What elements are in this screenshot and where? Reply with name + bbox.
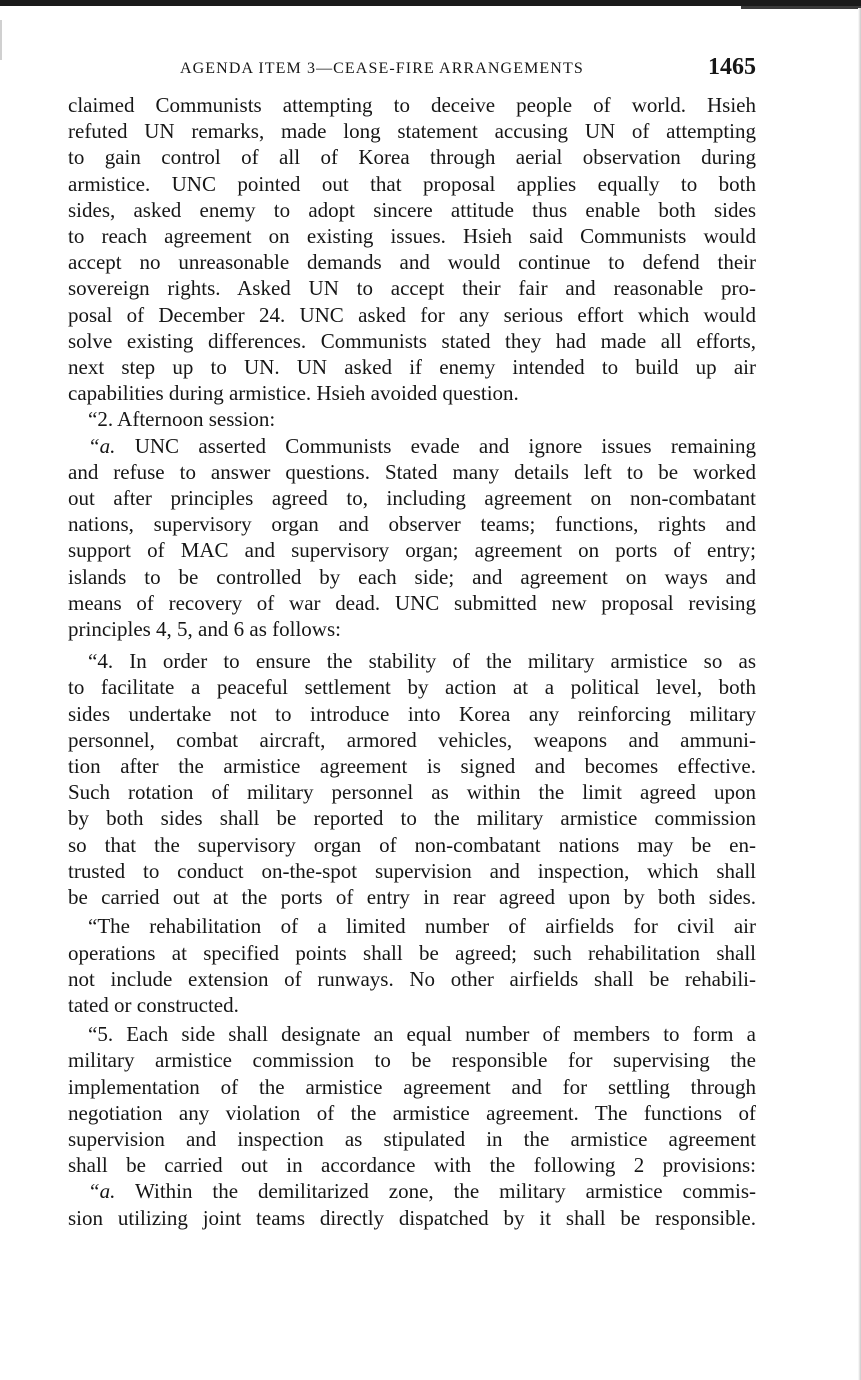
text-line: and refuse to answer questions. Stated many details left to be worked xyxy=(68,459,756,484)
text-line: “2. Afternoon session: xyxy=(88,407,276,432)
text-line: supervision and inspection as stipulated in the armistice agreement xyxy=(68,1126,756,1151)
paragraph-principle-4 xyxy=(68,648,756,910)
text-line: not include extension of runways. No other airfields shall be rehabili- xyxy=(68,966,756,991)
text-line: “4. In order to ensure the stability of the military armistice so as xyxy=(88,649,756,674)
text-line: to reach agreement on existing issues. Hsieh said Communists would xyxy=(68,224,756,249)
text-line: principles 4, 5, and 6 as follows: xyxy=(68,617,341,642)
text-line: operations at specified points shall be agreed; such rehabilitation shall xyxy=(68,940,756,965)
text-line: “The rehabilitation of a limited number of airfields for civil air xyxy=(88,914,756,939)
text-line: nations, supervisory organ and observer teams; functions, rights and xyxy=(68,512,756,537)
text-line: sides undertake not to introduce into Korea any reinforcing military xyxy=(68,701,756,726)
text-line: sovereign rights. Asked UN to accept their fair and reasonable pro- xyxy=(68,276,756,301)
text-line: capabilities during armistice. Hsieh avoided question. xyxy=(68,381,519,406)
running-header xyxy=(68,54,756,84)
text-line: be carried out at the ports of entry in rear agreed upon by both sides. xyxy=(68,885,756,910)
text-line: refuted UN remarks, made long statement accusing UN of attempting xyxy=(68,119,756,144)
text-line: accept no unreasonable demands and would continue to defend their xyxy=(68,250,756,275)
text-line: means of recovery of war dead. UNC submitted new proposal revising xyxy=(68,590,756,615)
left-edge-mark xyxy=(0,20,2,60)
body-text xyxy=(68,92,756,1231)
text-line: posal of December 24. UNC asked for any serious effort which would xyxy=(68,302,756,327)
text-line: next step up to UN. UN asked if enemy intended to build up air xyxy=(68,355,756,380)
top-border-shadow xyxy=(741,6,861,9)
text-line: personnel, combat aircraft, armored vehicles, weapons and ammuni- xyxy=(68,727,756,752)
text-line xyxy=(68,433,756,459)
text-line: sides, asked enemy to adopt sincere attitude thus enable both sides xyxy=(68,197,756,222)
paragraph-airfields xyxy=(68,913,756,1018)
text-line: shall be carried out in accordance with the following 2 provisions: xyxy=(68,1153,756,1178)
text-line: support of MAC and supervisory organ; agreement on ports of entry; xyxy=(68,538,756,563)
paragraph-unc-assertion xyxy=(68,433,756,643)
line-text: Within the demilitarized zone, the military armistice commis- xyxy=(115,1179,756,1204)
text-line: solve existing differences. Communists stated they had made all efforts, xyxy=(68,328,756,353)
text-line: military armistice commission to be responsible for supervising the xyxy=(68,1048,756,1073)
paragraph-demilitarized-zone xyxy=(68,1178,756,1230)
text-line: sion utilizing joint teams directly dispatched by it shall be responsible. xyxy=(68,1205,756,1230)
top-border-rule xyxy=(0,0,861,6)
text-line: to gain control of all of Korea through aerial observation during xyxy=(68,145,756,170)
text-line xyxy=(68,1178,756,1204)
text-line: negotiation any violation of the armistice agreement. The functions of xyxy=(68,1100,756,1125)
text-line: so that the supervisory organ of non-combatant nations may be en- xyxy=(68,832,756,857)
text-line: “5. Each side shall designate an equal number of members to form a xyxy=(88,1022,756,1047)
text-line: Such rotation of military personnel as within the limit agreed upon xyxy=(68,780,756,805)
text-line: tion after the armistice agreement is signed and becomes effective. xyxy=(68,754,756,779)
text-line: armistice. UNC pointed out that proposal applies equally to both xyxy=(68,171,756,196)
text-line: trusted to conduct on-the-spot supervision and inspection, which shall xyxy=(68,858,756,883)
text-line: tated or constructed. xyxy=(68,992,239,1017)
item-lead: “a. xyxy=(88,433,116,458)
page-number: 1465 xyxy=(708,54,756,80)
paragraph-hsieh-exchange xyxy=(68,92,756,406)
paragraph-principle-5 xyxy=(68,1021,756,1178)
running-title: AGENDA ITEM 3—CEASE-FIRE ARRANGEMENTS xyxy=(180,60,584,77)
text-line: implementation of the armistice agreement and for settling through xyxy=(68,1074,756,1099)
text-line: islands to be controlled by each side; and agreement on ways and xyxy=(68,564,756,589)
item-lead: “a. xyxy=(88,1179,116,1204)
text-line: claimed Communists attempting to deceive people of world. Hsieh xyxy=(68,93,756,117)
text-line: to facilitate a peaceful settlement by action at a political level, both xyxy=(68,675,756,700)
line-text: UNC asserted Communists evade and ignore issues remaining xyxy=(115,433,756,458)
document-page xyxy=(68,54,756,1231)
paragraph-afternoon-session xyxy=(68,406,756,432)
text-line: by both sides shall be reported to the military armistice commission xyxy=(68,806,756,831)
text-line: out after principles agreed to, including agreement on non-combatant xyxy=(68,486,756,511)
